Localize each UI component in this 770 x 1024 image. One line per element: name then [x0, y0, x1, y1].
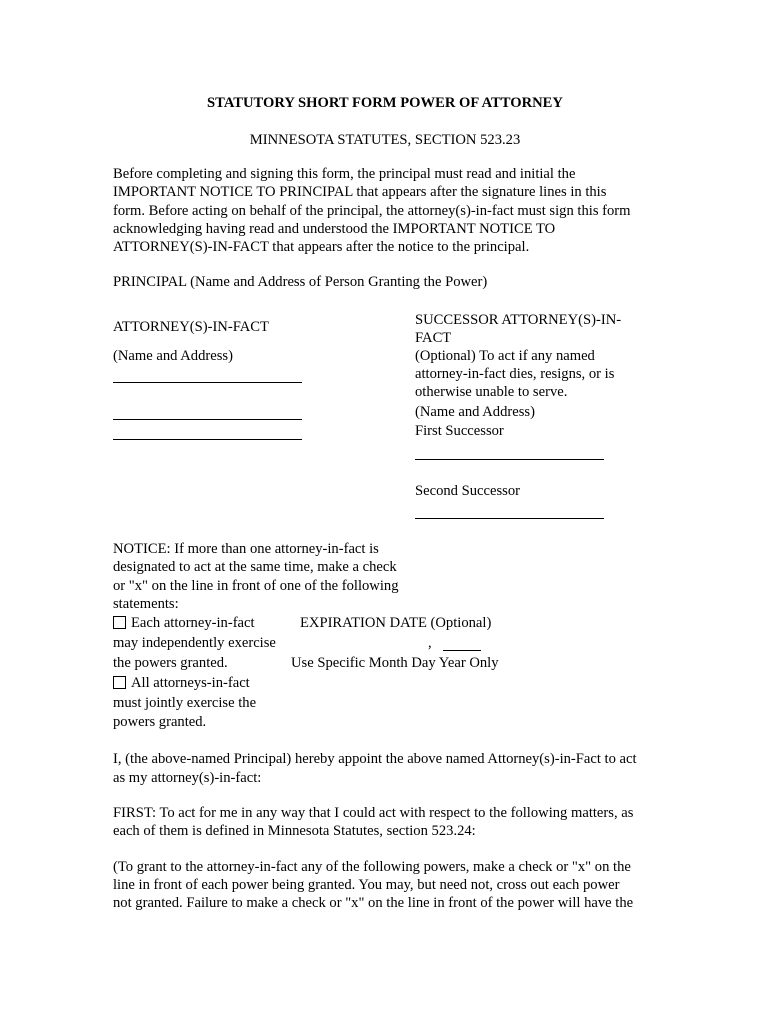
grant-line: (To grant to the attorney-in-fact any of the following powers, make a check or "x" on the — [113, 859, 631, 875]
expiration-year-line[interactable] — [443, 650, 481, 651]
intro-line: acknowledging having read and understood the IMPORTANT NOTICE TO — [113, 221, 556, 237]
appoint-line: I, (the above-named Principal) hereby appoint the above named Attorney(s)-in-Fact to act — [113, 751, 637, 767]
option-jointly — [113, 674, 250, 692]
notice-line: designated to act at the same time, make a check — [113, 559, 397, 575]
first-line: FIRST: To act for me in any way that I could act with respect to the following matters, as — [113, 805, 634, 821]
expiration-label: EXPIRATION DATE (Optional) — [300, 615, 492, 631]
option-text: powers granted. — [113, 714, 207, 730]
attorney-line-2[interactable] — [113, 419, 302, 420]
notice-line: or "x" on the line in front of one of the following — [113, 578, 399, 594]
attorney-line-1[interactable] — [113, 382, 302, 383]
intro-line: form. Before acting on behalf of the principal, the attorney(s)-in-fact must sign this form — [113, 203, 631, 219]
option-text: must jointly exercise the — [113, 695, 257, 711]
notice-line: statements: — [113, 596, 179, 612]
successor-heading: SUCCESSOR ATTORNEY(S)-IN- — [415, 312, 622, 328]
expiration-comma: , — [428, 635, 432, 651]
intro-line: ATTORNEY(S)-IN-FACT that appears after the notice to the principal. — [113, 239, 530, 255]
successor-optional: otherwise unable to serve. — [415, 384, 568, 400]
intro-line: IMPORTANT NOTICE TO PRINCIPAL that appears after the signature lines in this — [113, 184, 607, 200]
attorneys-subheading: (Name and Address) — [113, 348, 233, 364]
document-subtitle: MINNESOTA STATUTES, SECTION 523.23 — [249, 132, 521, 148]
appoint-line: as my attorney(s)-in-fact: — [113, 770, 262, 786]
first-line: each of them is defined in Minnesota Statutes, section 523.24: — [113, 823, 476, 839]
successor-optional: attorney-in-fact dies, resigns, or is — [415, 366, 615, 382]
grant-line: line in front of each power being granted. You may, but need not, cross out each power — [113, 877, 620, 893]
successor-subheading: (Name and Address) — [415, 404, 535, 420]
expiration-hint: Use Specific Month Day Year Only — [291, 655, 499, 671]
first-successor-line[interactable] — [415, 459, 604, 460]
option-independent — [113, 614, 255, 632]
second-successor-line[interactable] — [415, 518, 604, 519]
first-successor-label: First Successor — [415, 423, 504, 439]
option-text: the powers granted. — [113, 655, 228, 671]
attorneys-heading: ATTORNEY(S)-IN-FACT — [113, 319, 269, 335]
attorney-line-3[interactable] — [113, 439, 302, 440]
second-successor-label: Second Successor — [415, 483, 520, 499]
successor-optional: (Optional) To act if any named — [415, 348, 595, 364]
grant-line: not granted. Failure to make a check or "x" on the line in front of the power will have the — [113, 895, 634, 911]
document-title: STATUTORY SHORT FORM POWER OF ATTORNEY — [207, 95, 563, 111]
successor-heading: FACT — [415, 330, 452, 346]
option-text: Each attorney-in-fact — [131, 615, 255, 631]
notice-line: NOTICE: If more than one attorney-in-fact is — [113, 541, 379, 557]
independent-checkbox[interactable] — [113, 616, 126, 629]
jointly-checkbox[interactable] — [113, 676, 126, 689]
option-text: may independently exercise — [113, 635, 276, 651]
principal-label: PRINCIPAL (Name and Address of Person Granting the Power) — [113, 274, 488, 290]
option-text: All attorneys-in-fact — [131, 675, 250, 691]
intro-line: Before completing and signing this form, the principal must read and initial the — [113, 166, 576, 182]
